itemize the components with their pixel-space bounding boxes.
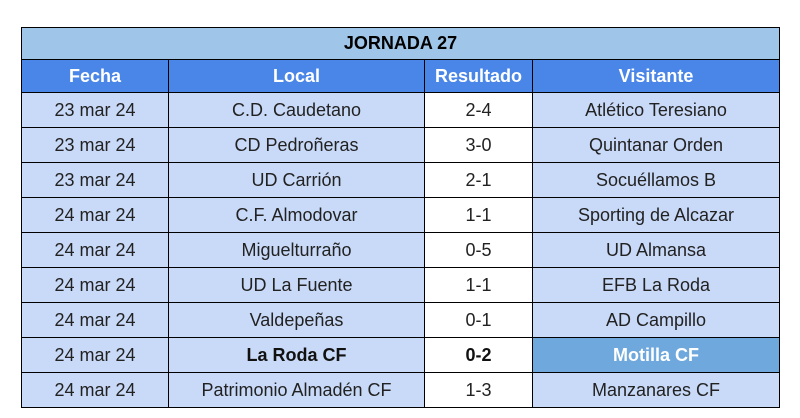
- cell-local: Valdepeñas: [169, 303, 425, 338]
- cell-visitante: Manzanares CF: [533, 373, 780, 408]
- cell-visitante: Motilla CF: [533, 338, 780, 373]
- cell-fecha: 24 mar 24: [22, 198, 169, 233]
- table-row: [22, 128, 780, 163]
- table-row: [22, 163, 780, 198]
- cell-visitante: UD Almansa: [533, 233, 780, 268]
- cell-fecha: 24 mar 24: [22, 268, 169, 303]
- cell-fecha: 23 mar 24: [22, 163, 169, 198]
- table-row: [22, 303, 780, 338]
- header-local: Local: [169, 60, 425, 93]
- cell-local: C.D. Caudetano: [169, 93, 425, 128]
- cell-resultado: 0-2: [425, 338, 533, 373]
- cell-resultado: 1-1: [425, 198, 533, 233]
- table-row: [22, 198, 780, 233]
- cell-resultado: 0-1: [425, 303, 533, 338]
- cell-fecha: 24 mar 24: [22, 303, 169, 338]
- results-table: [21, 27, 780, 408]
- header-fecha: Fecha: [22, 60, 169, 93]
- cell-local: Miguelturraño: [169, 233, 425, 268]
- cell-visitante: AD Campillo: [533, 303, 780, 338]
- cell-fecha: 23 mar 24: [22, 128, 169, 163]
- table-row: [22, 268, 780, 303]
- cell-visitante: Atlético Teresiano: [533, 93, 780, 128]
- cell-resultado: 0-5: [425, 233, 533, 268]
- cell-visitante: Quintanar Orden: [533, 128, 780, 163]
- table-row-highlighted: [22, 338, 780, 373]
- cell-resultado: 1-3: [425, 373, 533, 408]
- table-row: [22, 373, 780, 408]
- cell-resultado: 3-0: [425, 128, 533, 163]
- cell-fecha: 24 mar 24: [22, 233, 169, 268]
- cell-visitante: Sporting de Alcazar: [533, 198, 780, 233]
- header-visitante: Visitante: [533, 60, 780, 93]
- cell-visitante: Socuéllamos B: [533, 163, 780, 198]
- cell-local: UD Carrión: [169, 163, 425, 198]
- cell-local: CD Pedroñeras: [169, 128, 425, 163]
- cell-local: Patrimonio Almadén CF: [169, 373, 425, 408]
- table-title: JORNADA 27: [22, 28, 780, 60]
- cell-visitante: EFB La Roda: [533, 268, 780, 303]
- cell-fecha: 24 mar 24: [22, 373, 169, 408]
- cell-local: C.F. Almodovar: [169, 198, 425, 233]
- cell-fecha: 24 mar 24: [22, 338, 169, 373]
- cell-local: La Roda CF: [169, 338, 425, 373]
- cell-resultado: 2-4: [425, 93, 533, 128]
- header-row: [22, 60, 780, 93]
- cell-fecha: 23 mar 24: [22, 93, 169, 128]
- title-row: [22, 28, 780, 60]
- cell-resultado: 2-1: [425, 163, 533, 198]
- header-resultado: Resultado: [425, 60, 533, 93]
- cell-local: UD La Fuente: [169, 268, 425, 303]
- cell-resultado: 1-1: [425, 268, 533, 303]
- table-row: [22, 233, 780, 268]
- table-row: [22, 93, 780, 128]
